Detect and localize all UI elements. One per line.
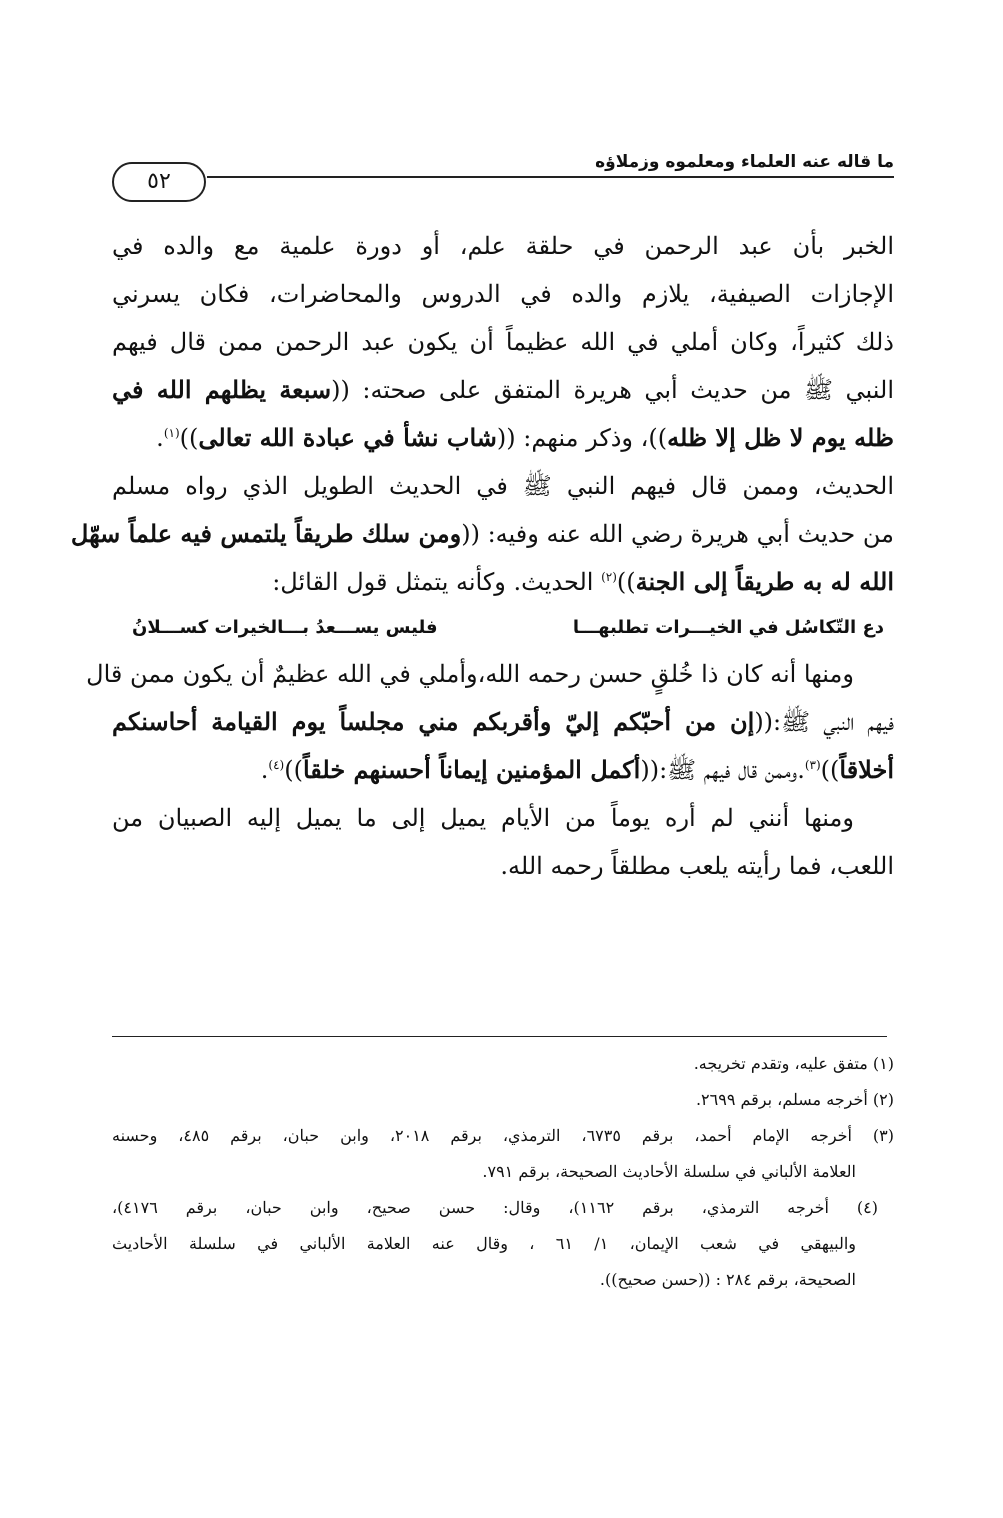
footnote-3-continued: العلامة الألباني في سلسلة الأحاديث الصحيحة، برقم ٧٩١.: [482, 1162, 856, 1181]
hadith-quote: شاب نشأ في عبادة الله تعالى: [198, 423, 497, 452]
hadith-quote: ظله يوم لا ظل إلا ظله: [667, 423, 894, 452]
text-line-13: اللعب، فما رأيته يلعب مطلقاً رحمه الله.: [500, 852, 894, 880]
footnote-ref: (٢): [601, 570, 617, 584]
text-run: )): [284, 756, 303, 784]
poetry-verse: [112, 606, 894, 650]
footnote-separator: [112, 1036, 887, 1037]
text-run: النبي ﷺ من حديث أبي هريرة المتفق على صحته: ((: [331, 376, 894, 404]
footnote-4-continued: والبيهقي في شعب الإيمان، ١/ ٦١ ، وقال عنه العلامة الألباني في سلسلة الأحاديث: [112, 1234, 857, 1253]
text-line-9: ومنها أنه كان ذا خُلقٍ حسن رحمه الله،وأملي في الله عظيمٌ أن يكون ممن قال: [86, 660, 854, 688]
text-run: )): [179, 424, 199, 452]
footnote-ref: (٣): [804, 758, 821, 772]
footnote-2: (٢) أخرجه مسلم، برقم ٢٦٩٩.: [695, 1090, 894, 1109]
header-rule: [207, 176, 894, 178]
hadith-quote: إن من أحبّكم إليّ وأقربكم مني مجلساً يوم القيامة أحاسنكم: [112, 707, 755, 736]
text-line-1: الخبر بأن عبد الرحمن في حلقة علم، أو دورة علمية مع والده في: [112, 232, 894, 260]
text-run: .: [156, 424, 164, 452]
verse-second-hemistich: فليس يســـعدُ بـــالخيرات كســـلانُ: [132, 617, 438, 638]
text-run: )): [820, 756, 840, 784]
text-line-8: [112, 558, 894, 606]
text-run: الحديث. وكأنه يتمثل قول القائل:: [272, 568, 602, 596]
footnotes: [112, 1046, 894, 1298]
text-run: من حديث أبي هريرة رضي الله عنه وفيه: ((: [461, 520, 894, 548]
hadith-quote: الله له به طريقاً إلى الجنة: [635, 567, 894, 596]
running-title: ما قاله عنه العلماء ومعلموه وزملاؤه: [595, 152, 894, 172]
text-line-4: [112, 366, 894, 414]
footnote-1: (١) متفق عليه، وتقدم تخريجه.: [693, 1054, 894, 1073]
page-header: [112, 148, 894, 196]
footnote-4-end: الصحيحة، برقم ٢٨٤ : ((حسن صحيح)).: [599, 1270, 856, 1289]
footnote-3: (٣) أخرجه الإمام أحمد، برقم ٦٧٣٥، الترمذي، برقم ٢٠١٨، وابن حبان، برقم ٤٨٥، وحسنه: [112, 1126, 895, 1145]
text-line-5: [112, 414, 894, 462]
text-run: ))، وذكر منهم: ((: [496, 424, 668, 452]
footnote-4: (٤) أخرجه الترمذي، برقم ١١٦٢)، وقال: حسن صحيح، وابن حبان، برقم ٤١٧٦)،: [112, 1198, 878, 1217]
text-line-10: [112, 698, 894, 746]
text-run: .وممن قال فيهم ﷺ:((: [640, 756, 805, 784]
text-line-6: الحديث، وممن قال فيهم النبي ﷺ في الحديث الطويل الذي رواه مسلم: [112, 472, 894, 500]
hadith-quote: سبعة يظلهم الله في: [112, 375, 332, 404]
hadith-quote: ومن سلك طريقاً يلتمس فيه علماً سهّل: [70, 519, 462, 548]
main-text: [70, 222, 894, 890]
text-line-3: ذلك كثيراً، وكان أملي في الله عظيماً أن يكون عبد الرحمن ممن قال فيهم: [112, 328, 894, 356]
text-run: فيهم النبي ﷺ:((: [754, 708, 894, 736]
footnote-ref: (٤): [268, 758, 285, 772]
text-run: .: [260, 756, 269, 784]
text-line-7: [70, 510, 894, 558]
text-line-12: ومنها أنني لم أره يوماً من الأيام يميل إلى ما يميل إليه الصبيان من: [112, 804, 854, 832]
verse-first-hemistich: دع التّكاسُل في الخيـــرات تطلبهـــا: [572, 617, 884, 638]
hadith-quote: أخلاقاً: [839, 755, 894, 784]
text-line-2: الإجازات الصيفية، يلازم والده في الدروس والمحاضرات، فكان يسرني: [112, 280, 894, 308]
text-line-11: [112, 746, 894, 794]
text-run: )): [616, 568, 636, 596]
footnote-ref: (١): [163, 426, 180, 440]
page-number: ٥٢: [112, 162, 206, 202]
hadith-quote: أكمل المؤمنين إيماناً أحسنهم خلقاً: [302, 755, 641, 784]
